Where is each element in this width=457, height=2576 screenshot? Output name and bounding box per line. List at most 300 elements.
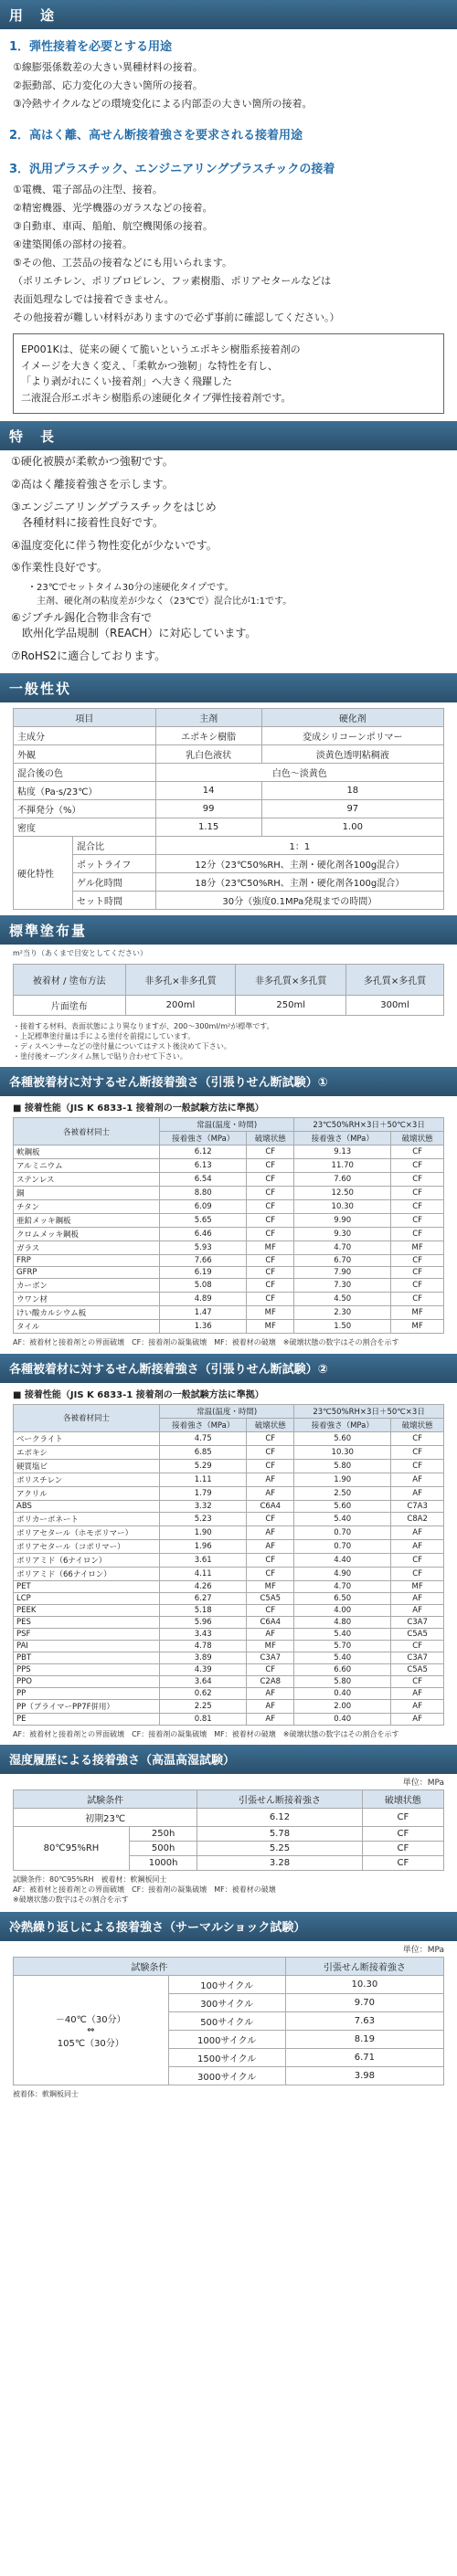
cell-value: 5.18: [160, 1604, 247, 1616]
cell-value: CF: [247, 1512, 294, 1526]
prop-val: 変成シリコーンポリマー: [261, 726, 443, 744]
substrate-name: PPO: [14, 1675, 160, 1687]
table-row: [14, 1200, 444, 1214]
cell-value: MF: [391, 1320, 444, 1334]
cell-value: AF: [391, 1713, 444, 1725]
table-row: [14, 1306, 444, 1320]
intro-box: [13, 333, 444, 414]
table-row: [14, 1431, 444, 1445]
cell-value: CF: [391, 1145, 444, 1159]
cell-value: 5.60: [294, 1431, 391, 1445]
prop-val: 14: [155, 781, 261, 799]
cell-value: 4.39: [160, 1663, 247, 1675]
prop-name: 混合後の色: [14, 763, 156, 781]
cell-value: CF: [391, 1187, 444, 1200]
shear1-caption: ■ 接着性能（JIS K 6833-1 接着剤の一般試験方法に準拠）: [13, 1103, 264, 1114]
feature-item: ⑦RoHS2に適合しております。: [11, 649, 166, 662]
feature-item: ②高はく離接着強さを示します。: [11, 478, 174, 491]
heat-time: 250h: [129, 1826, 197, 1841]
cell-value: C3A7: [391, 1616, 444, 1628]
cell-value: 3.32: [160, 1500, 247, 1512]
cell-value: 1.11: [160, 1473, 247, 1486]
heat-val: 5.25: [197, 1841, 362, 1855]
table-row: [14, 1553, 444, 1567]
cycle-val: 3.98: [285, 2067, 443, 2085]
cell-value: AF: [391, 1473, 444, 1486]
cycle-title: 冷熱繰り返しによる接着強さ（サーマルショック試験）: [0, 1912, 457, 1941]
cell-value: CF: [247, 1159, 294, 1173]
col-head: 各被着材同士: [14, 1118, 160, 1145]
substrate-name: ウワン材: [14, 1293, 160, 1306]
cell-value: AF: [247, 1699, 294, 1713]
heat-val: CF: [362, 1841, 443, 1855]
heat-cond: 初期23℃: [14, 1808, 197, 1826]
cell-value: 4.11: [160, 1567, 247, 1580]
shear2-title: 各種被着材に対するせん断接着強さ（引張りせん断試験）②: [0, 1354, 457, 1383]
uses-section: [0, 0, 457, 326]
substrate-name: ベークライト: [14, 1431, 160, 1445]
cell-value: 2.25: [160, 1699, 247, 1713]
substrate-name: アクリル: [14, 1486, 160, 1500]
cell-value: 7.60: [294, 1173, 391, 1187]
cell-value: 6.27: [160, 1592, 247, 1604]
cell-value: 4.75: [160, 1431, 247, 1445]
table-row: [14, 1159, 444, 1173]
col-head: 多孔質×多孔質: [346, 964, 444, 995]
cell-value: CF: [391, 1173, 444, 1187]
cell-value: CF: [391, 1431, 444, 1445]
use-heading-2: 2．高はく離、高せん断接着強さを要求される接着用途: [9, 129, 303, 143]
cell-value: 1.90: [294, 1473, 391, 1486]
cell-value: 4.70: [294, 1241, 391, 1255]
use-heading-3: 3．汎用プラスチック、エンジニアリングプラスチックの接着: [9, 163, 335, 176]
cell-value: 0.40: [294, 1713, 391, 1725]
cell-value: 5.70: [294, 1640, 391, 1652]
cell-value: MF: [247, 1640, 294, 1652]
table-row: [14, 1173, 444, 1187]
substrate-name: タイル: [14, 1320, 160, 1334]
cell-value: 4.00: [294, 1604, 391, 1616]
prop-name: 密度: [14, 818, 156, 836]
substrate-name: クロムメッキ鋼板: [14, 1228, 160, 1241]
heat-val: CF: [362, 1826, 443, 1841]
coat-unit: m²当り（あくまで目安としてください）: [13, 948, 147, 957]
cell-value: 4.90: [294, 1567, 391, 1580]
table-row: [14, 1486, 444, 1500]
substrate-name: PPS: [14, 1663, 160, 1675]
substrate-name: PEEK: [14, 1604, 160, 1616]
col-head: 主剤: [155, 708, 261, 726]
cell-value: CF: [247, 1267, 294, 1279]
cell-value: MF: [247, 1241, 294, 1255]
cell-value: CF: [247, 1145, 294, 1159]
cell-value: CF: [391, 1553, 444, 1567]
cell-value: C6A4: [247, 1500, 294, 1512]
cycle-cond-low: －40℃（30分）: [55, 2015, 126, 2026]
coat-note: ・ディスペンサーなどの塗付量についてはテスト後決めて下さい。: [13, 1042, 231, 1051]
coat-note: ・接着する材料、表面状態により異なりますが、200～300ml/m²が標準です。: [13, 1021, 274, 1030]
prop-val: 白色～淡黄色: [155, 763, 443, 781]
cell-value: 1.90: [160, 1526, 247, 1539]
prop-val: 1.15: [155, 818, 261, 836]
shear2-caption: ■ 接着性能（JIS K 6833-1 接着剤の一般試験方法に準拠）: [13, 1389, 264, 1400]
prop-name: 外観: [14, 744, 156, 763]
feature-sub: ・23℃でセットタイム30分の速硬化タイプです。: [27, 583, 234, 594]
prop-val: 18: [261, 781, 443, 799]
cell-value: 0.70: [294, 1526, 391, 1539]
cell-value: CF: [247, 1173, 294, 1187]
cell-value: 9.13: [294, 1145, 391, 1159]
cycle-val: 6.71: [285, 2049, 443, 2067]
cell-value: 0.40: [294, 1687, 391, 1699]
cell-value: C7A3: [391, 1500, 444, 1512]
props-section: [0, 673, 457, 915]
substrate-name: チタン: [14, 1200, 160, 1214]
cell-value: MF: [247, 1306, 294, 1320]
props-table: [13, 708, 444, 910]
heat-note: AF：被着材と接着剤との界面破壊 CF：接着剤の凝集破壊 MF：被着材の破壊: [13, 1885, 276, 1895]
features-title: 特 長: [0, 421, 457, 450]
prop-val: エポキシ樹脂: [155, 726, 261, 744]
use-item: ①電機、電子部品の注型、接着。: [13, 184, 163, 195]
cell-value: CF: [391, 1279, 444, 1293]
cell-value: 5.65: [160, 1214, 247, 1228]
col-head: 破壊状態: [391, 1418, 444, 1431]
substrate-name: PAI: [14, 1640, 160, 1652]
feature-item: ④温度変化に伴う物性変化が少ないです。: [11, 538, 218, 552]
cell-value: 6.60: [294, 1663, 391, 1675]
substrate-name: ポリアミド（6ナイロン）: [14, 1553, 160, 1567]
use-item: ④建築関係の部材の接着。: [13, 238, 133, 250]
substrate-name: LCP: [14, 1592, 160, 1604]
use-heading-1: 1．弾性接着を必要とする用途: [9, 40, 173, 54]
cell-value: AF: [391, 1486, 444, 1500]
cell-value: 2.50: [294, 1486, 391, 1500]
cell-value: 11.70: [294, 1159, 391, 1173]
feature-item: 欧州化学品規制（REACH）に対応しています。: [11, 626, 257, 639]
feature-item: 各種材料に接着性良好です。: [11, 515, 165, 529]
heat-val: CF: [362, 1808, 443, 1826]
substrate-name: ガラス: [14, 1241, 160, 1255]
substrate-name: PP: [14, 1687, 160, 1699]
coat-section: [0, 915, 457, 1062]
use-item: ②振動部、応力変化の大きい箇所の接着。: [13, 79, 203, 91]
prop-name: 不揮発分（%）: [14, 799, 156, 818]
substrate-name: ポリスチレン: [14, 1473, 160, 1486]
cell-value: CF: [247, 1228, 294, 1241]
cure-name: ゲル化時間: [72, 872, 155, 891]
cell-value: AF: [391, 1592, 444, 1604]
cell-value: 6.13: [160, 1159, 247, 1173]
col-head: 23℃50%RH×3日＋50℃×3日: [294, 1118, 444, 1132]
feature-item: ③エンジニアリングプラスチックをはじめ: [11, 500, 217, 513]
col-head: 項目: [14, 708, 156, 726]
cell-value: 10.30: [294, 1445, 391, 1459]
cell-value: CF: [247, 1255, 294, 1267]
cell-value: AF: [247, 1539, 294, 1553]
cycle-val: 9.70: [285, 1994, 443, 2012]
cell-value: 0.70: [294, 1539, 391, 1553]
cell-value: 3.64: [160, 1675, 247, 1687]
cell-value: MF: [247, 1580, 294, 1592]
cell-value: CF: [391, 1267, 444, 1279]
col-head: 各被着材同士: [14, 1404, 160, 1431]
substrate-name: カーボン: [14, 1279, 160, 1293]
coat-val: 300ml: [346, 995, 444, 1015]
table-row: [14, 1228, 444, 1241]
cycle-count: 1500サイクル: [168, 2049, 285, 2067]
features-section: [0, 421, 457, 667]
col-head: 引張せん断接着強さ: [285, 1958, 443, 1976]
cell-value: 9.90: [294, 1214, 391, 1228]
cell-value: 4.40: [294, 1553, 391, 1567]
cell-value: 6.09: [160, 1200, 247, 1214]
substrate-name: PBT: [14, 1652, 160, 1663]
cell-value: AF: [247, 1713, 294, 1725]
cell-value: AF: [391, 1539, 444, 1553]
col-head: 常温(温度・時間): [160, 1404, 294, 1418]
cell-value: 5.60: [294, 1500, 391, 1512]
substrate-name: 銅: [14, 1187, 160, 1200]
cycle-unit: 単位：MPa: [402, 1946, 444, 1956]
prop-val: 97: [261, 799, 443, 818]
intro-line: 二液混合形エポキシ樹脂系の速硬化タイプ弾性接着剤です。: [21, 391, 292, 404]
table-row: [14, 1214, 444, 1228]
cell-value: 6.19: [160, 1267, 247, 1279]
substrate-name: ステンレス: [14, 1173, 160, 1187]
substrate-name: ABS: [14, 1500, 160, 1512]
cell-value: 5.96: [160, 1616, 247, 1628]
coat-val: 200ml: [125, 995, 236, 1015]
heat-unit: 単位：MPa: [402, 1778, 444, 1788]
substrate-name: エポキシ: [14, 1445, 160, 1459]
prop-val: 1.00: [261, 818, 443, 836]
use-item: ③冷熱サイクルなどの環境変化による内部歪の大きい箇所の接着。: [13, 98, 313, 110]
coat-note: ・上記標準塗付量は手による塗付を前提にしています。: [13, 1031, 196, 1040]
cell-value: 0.81: [160, 1713, 247, 1725]
substrate-name: 亜鉛メッキ鋼板: [14, 1214, 160, 1228]
table-row: [14, 1580, 444, 1592]
substrate-name: ポリアセタール（コポリマー）: [14, 1539, 160, 1553]
cell-value: 2.00: [294, 1699, 391, 1713]
cycle-cond-high: 105℃（30分）: [57, 2039, 124, 2050]
cell-value: CF: [247, 1431, 294, 1445]
cycle-val: 10.30: [285, 1976, 443, 1994]
cell-value: AF: [391, 1699, 444, 1713]
cell-value: AF: [391, 1604, 444, 1616]
cycle-val: 8.19: [285, 2031, 443, 2049]
cell-value: 7.66: [160, 1255, 247, 1267]
use-item: ③自動車、車両、船舶、航空機関係の接着。: [13, 220, 213, 232]
cycle-count: 300サイクル: [168, 1994, 285, 2012]
cell-value: 6.70: [294, 1255, 391, 1267]
substrate-name: ポリカーボネート: [14, 1512, 160, 1526]
heat-val: 5.78: [197, 1826, 362, 1841]
cell-value: 5.23: [160, 1512, 247, 1526]
table-row: [14, 1628, 444, 1640]
cell-value: C5A5: [391, 1628, 444, 1640]
feature-item: ⑥ジブチル錫化合物非含有で: [11, 611, 153, 625]
cell-value: AF: [391, 1526, 444, 1539]
cycle-count: 500サイクル: [168, 2012, 285, 2031]
table-row: [14, 1675, 444, 1687]
use-item: ⑤その他、工芸品の接着などにも用いられます。: [13, 257, 232, 269]
shear1-title: 各種被着材に対するせん断接着強さ（引張りせん断試験）①: [0, 1067, 457, 1096]
cell-value: 6.50: [294, 1592, 391, 1604]
table-row: [14, 1445, 444, 1459]
cell-value: CF: [391, 1675, 444, 1687]
cell-value: AF: [391, 1687, 444, 1699]
cure-name: セット時間: [72, 891, 155, 909]
cell-value: 1.47: [160, 1306, 247, 1320]
cycle-count: 100サイクル: [168, 1976, 285, 1994]
shear2-section: [0, 1354, 457, 1739]
cell-value: CF: [391, 1640, 444, 1652]
cell-value: 3.43: [160, 1628, 247, 1640]
table-row: [14, 1604, 444, 1616]
feature-sub: 主剤、硬化剤の粘度差が少なく（23℃で）混合比が1:1です。: [27, 596, 292, 607]
cell-value: 8.80: [160, 1187, 247, 1200]
table-row: [14, 1526, 444, 1539]
cell-value: 5.40: [294, 1512, 391, 1526]
cell-value: AF: [247, 1473, 294, 1486]
table-row: [14, 1567, 444, 1580]
cell-value: 5.40: [294, 1628, 391, 1640]
cell-value: CF: [247, 1663, 294, 1675]
table-row: [14, 1473, 444, 1486]
cell-value: CF: [247, 1604, 294, 1616]
cell-value: C5A5: [391, 1663, 444, 1675]
heat-table: [13, 1789, 444, 1871]
col-head: 破壊状態: [362, 1789, 443, 1808]
cell-value: 5.40: [294, 1652, 391, 1663]
cell-value: AF: [247, 1526, 294, 1539]
coat-title: 標準塗布量: [0, 915, 457, 945]
cell-value: AF: [247, 1486, 294, 1500]
cycle-note: 被着体：軟鋼板同士: [13, 2090, 79, 2099]
cure-label: 硬化特性: [14, 836, 73, 909]
cell-value: CF: [247, 1279, 294, 1293]
heat-section: [0, 1745, 457, 1906]
shear1-section: [0, 1067, 457, 1347]
cell-value: CF: [391, 1200, 444, 1214]
table-row: [14, 1241, 444, 1255]
cell-value: C2A8: [247, 1675, 294, 1687]
coat-method: 片面塗布: [14, 995, 126, 1015]
col-head: 試験条件: [14, 1789, 197, 1808]
cell-value: 10.30: [294, 1200, 391, 1214]
cell-value: CF: [391, 1255, 444, 1267]
heat-note: ※破壊状態の数字はその割合を示す: [13, 1895, 129, 1905]
cell-value: CF: [247, 1567, 294, 1580]
substrate-name: 軟鋼板: [14, 1145, 160, 1159]
cell-value: AF: [247, 1687, 294, 1699]
cure-val: 18分（23℃50%RH、主剤・硬化剤各100g混合）: [155, 872, 443, 891]
cell-value: CF: [391, 1214, 444, 1228]
substrate-name: アルミニウム: [14, 1159, 160, 1173]
col-head: 引張せん断接着強さ: [197, 1789, 362, 1808]
cell-value: 1.36: [160, 1320, 247, 1334]
coat-val: 250ml: [236, 995, 346, 1015]
cycle-val: 7.63: [285, 2012, 443, 2031]
substrate-name: PES: [14, 1616, 160, 1628]
cell-value: CF: [247, 1459, 294, 1473]
intro-line: イメージを大きく変え、「柔軟かつ強靭」な特性を有し、: [21, 359, 278, 372]
cell-value: CF: [247, 1293, 294, 1306]
use-item: ①線膨張係数差の大きい異種材料の接着。: [13, 61, 203, 73]
cell-value: 5.08: [160, 1279, 247, 1293]
cell-value: CF: [391, 1228, 444, 1241]
heat-note: 試験条件：80℃95%RH 被着材：軟鋼板同士: [13, 1874, 167, 1884]
heat-title: 湿度履歴による接着強さ（高温高湿試験）: [0, 1745, 457, 1774]
use-note: （ポリエチレン、ポリプロピレン、フッ素樹脂、ポリアセタールなどは: [13, 275, 332, 287]
cell-value: C8A2: [391, 1512, 444, 1526]
col-head: 試験条件: [14, 1958, 286, 1976]
table-row: [14, 1255, 444, 1267]
prop-name: 粘度（Pa·s/23℃）: [14, 781, 156, 799]
col-head: 被着材 / 塗布方法: [14, 964, 126, 995]
prop-val: 淡黄色透明粘稠液: [261, 744, 443, 763]
table-row: [14, 1187, 444, 1200]
cell-value: 1.79: [160, 1486, 247, 1500]
cell-value: MF: [391, 1580, 444, 1592]
table-row: [14, 1592, 444, 1604]
table-row: [14, 1145, 444, 1159]
substrate-name: GFRP: [14, 1267, 160, 1279]
cell-value: 4.89: [160, 1293, 247, 1306]
cycle-count: 3000サイクル: [168, 2067, 285, 2085]
cell-value: 5.80: [294, 1459, 391, 1473]
cell-value: MF: [391, 1241, 444, 1255]
col-head: 非多孔×非多孔質: [125, 964, 236, 995]
col-head: 破壊状態: [247, 1132, 294, 1145]
table-row: [14, 1699, 444, 1713]
cure-val: 30分（強度0.1MPa発現までの時間）: [155, 891, 443, 909]
shear1-table: [13, 1117, 444, 1334]
heat-val: 3.28: [197, 1855, 362, 1870]
substrate-name: けい酸カルシウム板: [14, 1306, 160, 1320]
cell-value: 6.85: [160, 1445, 247, 1459]
table-row: [14, 1293, 444, 1306]
substrate-name: PET: [14, 1580, 160, 1592]
cell-value: 3.61: [160, 1553, 247, 1567]
cell-value: MF: [247, 1320, 294, 1334]
cure-name: 混合比: [72, 836, 155, 854]
cell-value: 1.50: [294, 1320, 391, 1334]
substrate-name: PP（プライマーPP7F併用）: [14, 1699, 160, 1713]
table-row: [14, 1713, 444, 1725]
cycle-count: 1000サイクル: [168, 2031, 285, 2049]
substrate-name: FRP: [14, 1255, 160, 1267]
cell-value: MF: [391, 1306, 444, 1320]
cycle-table: [13, 1957, 444, 2085]
cell-value: CF: [391, 1459, 444, 1473]
cell-value: 9.30: [294, 1228, 391, 1241]
use-note: 表面処理なしでは接着できません。: [13, 293, 175, 305]
cell-value: 6.12: [160, 1145, 247, 1159]
prop-val: 99: [155, 799, 261, 818]
table-row: [14, 1539, 444, 1553]
heat-time: 1000h: [129, 1855, 197, 1870]
heat-cond: 80℃95%RH: [14, 1826, 130, 1870]
cell-value: CF: [247, 1445, 294, 1459]
use-item: ②精密機器、光学機器のガラスなどの接着。: [13, 202, 213, 214]
cell-value: 4.26: [160, 1580, 247, 1592]
cure-name: ポットライフ: [72, 854, 155, 872]
cell-value: 5.80: [294, 1675, 391, 1687]
uses-title: 用 途: [0, 0, 457, 29]
shear1-foot: AF：被着材と接着剤との界面破壊 CF：接着剤の凝集破壊 MF：被着材の破壊 ※破壊状態の数字はその割合を示す: [13, 1338, 399, 1347]
